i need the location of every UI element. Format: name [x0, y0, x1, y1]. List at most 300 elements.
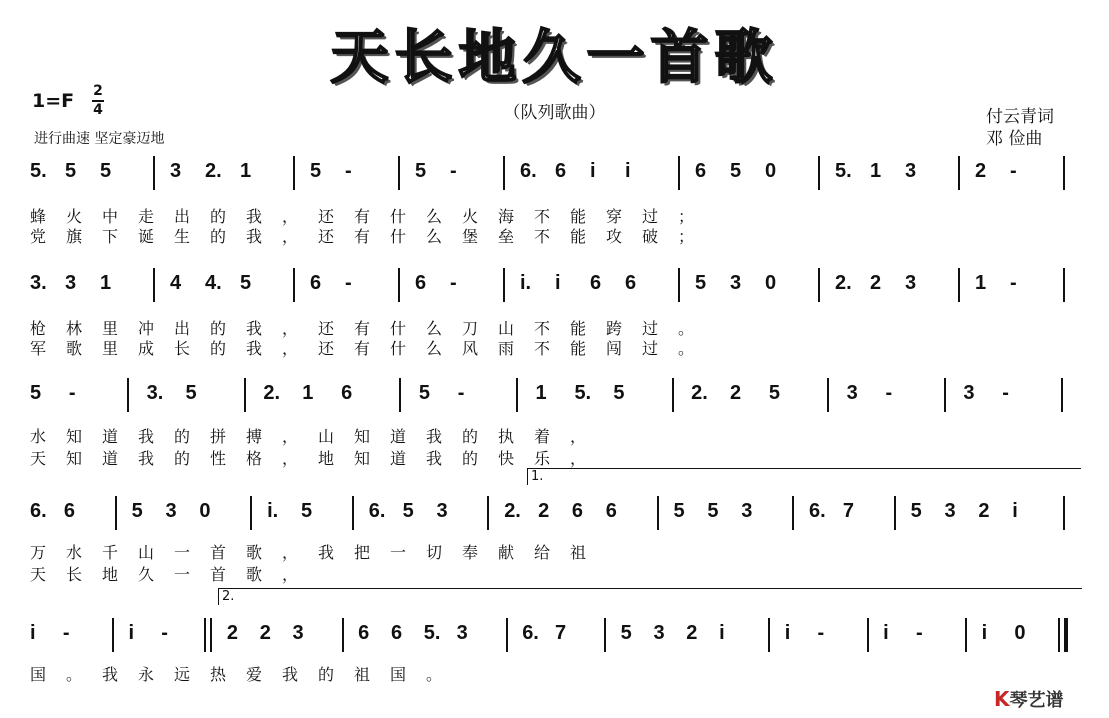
- barline: [1063, 496, 1065, 530]
- note: 5: [707, 500, 719, 522]
- lyric-char: 歌: [246, 543, 263, 562]
- barline: [127, 378, 129, 412]
- lyric-char: ；: [678, 227, 695, 246]
- barline: [506, 618, 508, 652]
- lyric-char: 长: [174, 339, 191, 358]
- lyric-char: ，: [282, 565, 299, 584]
- lyric-char: 的: [210, 227, 227, 246]
- lyric-char: 火: [66, 207, 83, 226]
- lyric-char: 的: [210, 207, 227, 226]
- note: 6: [571, 500, 584, 522]
- lyric-char: 走: [138, 207, 155, 226]
- lyric-char: 我: [246, 319, 263, 338]
- barline: [958, 156, 960, 190]
- lyric-char: 破: [642, 227, 659, 246]
- lyric-char: 海: [498, 207, 515, 226]
- lyric-char: 水: [66, 543, 83, 562]
- barline: [398, 156, 400, 190]
- lyric-char: 还: [318, 339, 335, 358]
- note: 1: [870, 160, 882, 182]
- lyric-char: 么: [426, 319, 443, 338]
- lyric-char: 知: [354, 427, 371, 446]
- lyric-char: 我: [246, 207, 263, 226]
- note: 0: [765, 272, 777, 294]
- note: -: [345, 272, 352, 294]
- lyric-char: 给: [534, 543, 551, 562]
- note: 1: [100, 272, 112, 294]
- lyric-char: 冲: [138, 319, 155, 338]
- lyric-char: 一: [390, 543, 407, 562]
- note: 3: [65, 272, 77, 294]
- lyric-char: 歌: [66, 339, 83, 358]
- lyric-char: 知: [66, 449, 83, 468]
- note: i: [883, 622, 889, 644]
- lyric-char: 还: [318, 319, 335, 338]
- note: i: [590, 160, 596, 182]
- note: 5: [695, 272, 707, 294]
- note: 3: [905, 160, 917, 182]
- lyric-char: 我: [282, 665, 299, 684]
- lyric-char: 中: [102, 207, 119, 226]
- barline: [965, 618, 967, 652]
- note: 6: [605, 500, 617, 522]
- barline-thin: [1058, 618, 1060, 652]
- barline: [944, 378, 946, 412]
- note: 6.: [368, 500, 386, 522]
- note: i: [555, 272, 561, 294]
- note: 2.: [504, 500, 521, 522]
- note: 7: [555, 622, 567, 644]
- lyric-char: ；: [678, 207, 695, 226]
- barline-thin: [204, 618, 206, 652]
- note: 2: [870, 272, 882, 294]
- lyric-char: 么: [426, 227, 443, 246]
- site-logo: [994, 686, 1064, 712]
- lyric-char: 久: [138, 565, 155, 584]
- lyric-char: 里: [102, 319, 119, 338]
- note: 6: [358, 622, 370, 644]
- lyric-char: 出: [174, 319, 191, 338]
- lyric-char: 山: [498, 319, 515, 338]
- lyric-char: 天: [30, 449, 47, 468]
- time-signature-top: 2: [93, 83, 103, 99]
- barline: [604, 618, 606, 652]
- note: 6: [555, 160, 567, 182]
- barline: [250, 496, 252, 530]
- lyric-char: 的: [462, 449, 479, 468]
- lyric-char: 我: [246, 339, 263, 358]
- note: 2: [538, 500, 550, 522]
- barline: [894, 496, 896, 530]
- lyric-char: 爱: [246, 665, 263, 684]
- barline: [153, 268, 155, 302]
- note: 3: [905, 272, 917, 294]
- note: 6: [695, 160, 707, 182]
- note: i: [784, 622, 791, 644]
- key-signature: 1=F: [32, 90, 75, 112]
- lyric-char: 执: [498, 427, 515, 446]
- lyric-char: 首: [210, 565, 227, 584]
- lyric-char: 的: [318, 665, 335, 684]
- barline: [503, 268, 505, 302]
- lyric-char: 不: [534, 227, 551, 246]
- barline: [210, 618, 212, 652]
- note: 5: [418, 382, 430, 404]
- lyric-char: 山: [318, 427, 335, 446]
- lyric-char: 雨: [498, 339, 515, 358]
- lyric-char: 不: [534, 319, 551, 338]
- barline: [792, 496, 794, 530]
- lyric-char: 远: [174, 665, 191, 684]
- lyric-char: 堡: [462, 227, 479, 246]
- lyric-char: 地: [318, 449, 335, 468]
- final-barline: [1064, 618, 1068, 652]
- lyric-char: 。: [678, 319, 695, 338]
- lyric-char: ，: [282, 339, 299, 358]
- barline: [516, 378, 518, 412]
- note: 2: [978, 500, 990, 522]
- lyric-char: ，: [282, 449, 299, 468]
- note: 5: [730, 160, 742, 182]
- lyric-char: 道: [102, 427, 119, 446]
- lyric-char: 地: [102, 565, 119, 584]
- lyric-char: 首: [210, 543, 227, 562]
- lyric-char: 攻: [606, 227, 623, 246]
- lyric-char: 有: [354, 339, 371, 358]
- lyric-char: 跨: [606, 319, 623, 338]
- note: 3: [292, 622, 304, 644]
- lyricist-credit: 付云青词: [986, 107, 1054, 127]
- note: 5: [415, 160, 427, 182]
- barline: [399, 378, 401, 412]
- note: 6: [590, 272, 602, 294]
- lyric-char: 旗: [66, 227, 83, 246]
- note: i: [625, 160, 631, 182]
- lyric-char: 长: [66, 565, 83, 584]
- note: i: [1012, 500, 1018, 522]
- lyric-char: 党: [30, 227, 47, 246]
- note: 1: [535, 382, 547, 404]
- note: -: [450, 160, 457, 182]
- lyric-char: 一: [174, 565, 191, 584]
- note: 3.: [146, 382, 164, 404]
- lyric-char: 么: [426, 207, 443, 226]
- lyric-char: 水: [30, 427, 47, 446]
- lyric-char: 能: [570, 319, 587, 338]
- note: -: [62, 622, 70, 644]
- note: 6.: [522, 622, 539, 644]
- lyric-char: 一: [174, 543, 191, 562]
- note: 5: [768, 382, 780, 404]
- note: 3: [456, 622, 468, 644]
- note: 5: [673, 500, 685, 522]
- lyric-char: 生: [174, 227, 191, 246]
- lyric-char: 切: [426, 543, 443, 562]
- barline: [1063, 268, 1065, 302]
- note: -: [885, 382, 893, 404]
- lyric-char: 过: [642, 339, 659, 358]
- barline: [818, 268, 820, 302]
- lyric-char: 过: [642, 207, 659, 226]
- lyric-char: 不: [534, 207, 551, 226]
- lyric-char: 天: [30, 565, 47, 584]
- note: 5: [100, 160, 112, 182]
- lyric-char: ，: [282, 319, 299, 338]
- lyric-char: 奉: [462, 543, 479, 562]
- lyric-char: 不: [534, 339, 551, 358]
- lyric-char: 知: [354, 449, 371, 468]
- lyric-char: 能: [570, 339, 587, 358]
- note: 3: [846, 382, 858, 404]
- note: -: [1010, 160, 1017, 182]
- lyric-char: 。: [66, 665, 83, 684]
- note: -: [1010, 272, 1017, 294]
- lyric-char: 什: [390, 339, 407, 358]
- note: 4.: [205, 272, 222, 294]
- lyric-char: 我: [138, 449, 155, 468]
- note: 6: [390, 622, 403, 644]
- barline: [115, 496, 117, 530]
- lyric-char: ，: [282, 227, 299, 246]
- note: 2: [975, 160, 987, 182]
- note: 5.: [30, 160, 47, 182]
- note: 2.: [205, 160, 222, 182]
- note: -: [161, 622, 168, 644]
- note: 5.: [423, 622, 441, 644]
- note: 2: [686, 622, 698, 644]
- lyric-char: 道: [390, 427, 407, 446]
- lyric-char: 我: [102, 665, 119, 684]
- lyric-char: 快: [498, 449, 515, 468]
- lyric-char: 军: [30, 339, 47, 358]
- lyric-char: 性: [210, 449, 227, 468]
- barline: [293, 156, 295, 190]
- tempo-marking: 进行曲速 坚定豪迈地: [34, 131, 165, 147]
- barline: [678, 268, 680, 302]
- note: 5: [65, 160, 77, 182]
- note: 4: [170, 272, 182, 294]
- barline: [293, 268, 295, 302]
- lyric-char: 什: [390, 227, 407, 246]
- note: 6.: [809, 500, 826, 522]
- barline: [398, 268, 400, 302]
- lyric-char: 能: [570, 207, 587, 226]
- time-signature: [92, 84, 104, 118]
- song-title: 天长地久一首歌: [330, 23, 779, 91]
- note: 6: [341, 382, 353, 404]
- note: 0: [1014, 622, 1026, 644]
- note: 5: [910, 500, 922, 522]
- lyric-char: 的: [210, 319, 227, 338]
- lyric-char: 永: [138, 665, 155, 684]
- note: i.: [267, 500, 279, 522]
- lyric-char: 么: [426, 339, 443, 358]
- lyric-char: ，: [282, 427, 299, 446]
- note: 3: [170, 160, 182, 182]
- time-signature-bottom: 4: [93, 102, 103, 118]
- note: 5: [30, 382, 42, 404]
- note: -: [345, 160, 352, 182]
- note: 5.: [574, 382, 592, 404]
- note: 2.: [835, 272, 852, 294]
- lyric-char: 刀: [462, 319, 479, 338]
- note: 6: [310, 272, 322, 294]
- note: 3: [944, 500, 956, 522]
- note: 5: [613, 382, 625, 404]
- barline: [827, 378, 829, 412]
- barline: [657, 496, 659, 530]
- note: i.: [520, 272, 532, 294]
- lyric-char: 什: [390, 207, 407, 226]
- lyric-char: 有: [354, 227, 371, 246]
- lyric-char: ，: [282, 207, 299, 226]
- lyric-char: 热: [210, 665, 227, 684]
- note: 5: [131, 500, 143, 522]
- barline: [487, 496, 489, 530]
- note: 5: [300, 500, 313, 522]
- note: i: [128, 622, 134, 644]
- lyric-char: 还: [318, 207, 335, 226]
- lyric-char: 下: [102, 227, 119, 246]
- lyric-char: 有: [354, 319, 371, 338]
- lyric-char: 我: [138, 427, 155, 446]
- lyric-char: 我: [318, 543, 335, 562]
- lyric-char: 乐: [534, 449, 551, 468]
- note: 6: [625, 272, 637, 294]
- lyric-char: 我: [426, 449, 443, 468]
- note: -: [457, 382, 465, 404]
- lyric-char: 千: [102, 543, 119, 562]
- lyric-char: 道: [102, 449, 119, 468]
- lyric-char: 。: [426, 665, 443, 684]
- lyric-char: 万: [30, 543, 47, 562]
- lyric-char: 诞: [138, 227, 155, 246]
- lyric-char: 成: [138, 339, 155, 358]
- lyric-char: 的: [174, 427, 191, 446]
- note: 1: [240, 160, 252, 182]
- note: i: [719, 622, 725, 644]
- lyric-char: 我: [246, 227, 263, 246]
- note: i: [30, 622, 36, 644]
- lyric-char: 着: [534, 427, 551, 446]
- lyric-char: 知: [66, 427, 83, 446]
- note: -: [1002, 382, 1009, 404]
- note: 2: [259, 622, 271, 644]
- barline: [958, 268, 960, 302]
- note: 1: [975, 272, 987, 294]
- barline: [352, 496, 354, 530]
- note: 3: [165, 500, 177, 522]
- lyric-char: 山: [138, 543, 155, 562]
- lyric-char: 。: [678, 339, 695, 358]
- note: 2.: [263, 382, 281, 404]
- barline: [1061, 378, 1063, 412]
- lyric-char: 还: [318, 227, 335, 246]
- lyric-char: 过: [642, 319, 659, 338]
- lyric-char: 祖: [354, 665, 371, 684]
- lyric-char: 的: [210, 339, 227, 358]
- note: 6.: [520, 160, 537, 182]
- lyric-char: 把: [354, 543, 371, 562]
- logo-text: 琴艺谱: [1009, 690, 1064, 711]
- lyric-char: ，: [570, 427, 587, 446]
- note: 2: [730, 382, 742, 404]
- barline: [768, 618, 770, 652]
- lyric-char: 拼: [210, 427, 227, 446]
- note: 3: [436, 500, 448, 522]
- note: i: [981, 622, 988, 644]
- barline: [867, 618, 869, 652]
- lyric-char: ，: [282, 543, 299, 562]
- lyric-char: 我: [426, 427, 443, 446]
- lyric-char: 垒: [498, 227, 515, 246]
- lyric-char: 的: [462, 427, 479, 446]
- logo-icon: K: [994, 687, 1010, 711]
- lyric-char: 枪: [30, 319, 47, 338]
- lyric-char: 道: [390, 449, 407, 468]
- lyric-char: 献: [498, 543, 515, 562]
- barline: [1063, 156, 1065, 190]
- barline: [818, 156, 820, 190]
- note: 2.: [691, 382, 708, 404]
- note: -: [817, 622, 825, 644]
- barline: [672, 378, 674, 412]
- lyric-char: 里: [102, 339, 119, 358]
- note: 5: [310, 160, 322, 182]
- note: 5: [402, 500, 414, 522]
- barline: [678, 156, 680, 190]
- note: -: [450, 272, 457, 294]
- note: 5: [620, 622, 632, 644]
- note: 3: [963, 382, 975, 404]
- note: 6: [415, 272, 427, 294]
- note: 5: [240, 272, 252, 294]
- note: 3: [653, 622, 665, 644]
- note: 7: [842, 500, 855, 522]
- note: 0: [765, 160, 777, 182]
- note: 6: [63, 500, 75, 522]
- lyric-char: 有: [354, 207, 371, 226]
- lyric-char: 祖: [570, 543, 587, 562]
- note: 2: [226, 622, 238, 644]
- note: 5: [185, 382, 197, 404]
- lyric-char: 出: [174, 207, 191, 226]
- note: 1: [302, 382, 314, 404]
- lyric-char: 国: [390, 665, 407, 684]
- note: 5.: [835, 160, 852, 182]
- note: 3: [741, 500, 753, 522]
- lyric-char: 歌: [246, 565, 263, 584]
- note: -: [68, 382, 76, 404]
- lyric-char: 火: [462, 207, 479, 226]
- composer-credit: 邓 俭曲: [986, 129, 1043, 149]
- song-subtitle: （队列歌曲）: [503, 103, 606, 123]
- lyric-char: 蜂: [30, 207, 47, 226]
- lyric-char: 搏: [246, 427, 263, 446]
- barline: [112, 618, 114, 652]
- note: 0: [199, 500, 211, 522]
- lyric-char: ，: [570, 449, 587, 468]
- barline: [342, 618, 344, 652]
- note: 3.: [30, 272, 47, 294]
- note: 6.: [30, 500, 47, 522]
- lyric-char: 林: [66, 319, 83, 338]
- lyric-char: 能: [570, 227, 587, 246]
- lyric-char: 风: [462, 339, 479, 358]
- lyric-char: 格: [246, 449, 263, 468]
- barline: [244, 378, 246, 412]
- lyric-char: 穿: [606, 207, 623, 226]
